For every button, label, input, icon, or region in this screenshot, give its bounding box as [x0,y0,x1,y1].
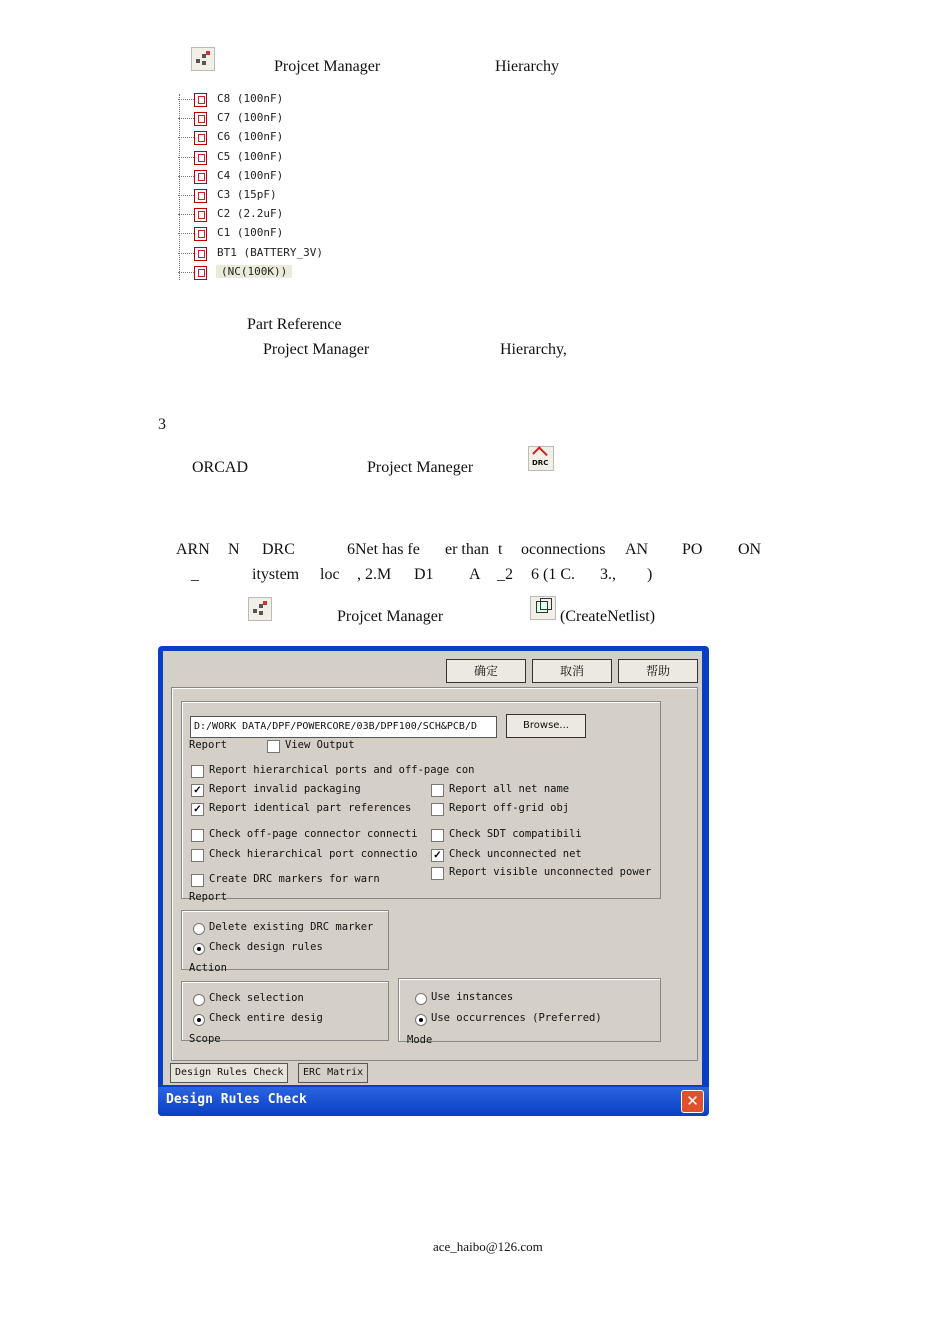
report-label-top: Report [189,739,227,751]
tree-row[interactable] [176,205,336,224]
action-radio-0[interactable] [193,923,205,935]
row1-word: N [228,541,240,558]
report_items_left-label: Report identical part references [209,802,412,814]
tree-row-label: C4 (100nF) [217,168,284,182]
row2-word: 3., [600,566,616,583]
para4-mid: Projcet Manager [337,608,444,625]
mode-radio-1[interactable] [415,1014,427,1026]
part-icon [194,266,207,280]
part-icon [194,227,207,241]
part-icon [194,93,207,107]
mode-option-0: Use instances [431,991,514,1003]
help-button[interactable]: 帮助 [618,659,698,683]
tree-branch-line [178,99,194,100]
row2-word: ) [647,566,653,583]
scope-radio-1[interactable] [193,1014,205,1026]
mode-radio-0[interactable] [415,993,427,1005]
drc-icon[interactable]: DRC [528,446,554,471]
part-icon [194,208,207,222]
tree-branch-line [178,195,194,196]
row2-word: itystem [252,566,300,583]
row1-word: oconnections [521,541,606,558]
create-netlist-icon[interactable] [530,596,556,620]
scope-option-0: Check selection [209,992,304,1004]
tree-row-label: C5 (100nF) [217,149,284,163]
header-right-text: Hierarchy [495,58,559,75]
tab-design-rules-check[interactable]: Design Rules Check [170,1063,288,1083]
report_items_left-label: Check hierarchical port connectio [209,848,418,860]
report_items_right-checkbox[interactable]: ✓ [431,849,444,862]
tree-branch-line [178,253,194,254]
row1-word: AN [625,541,649,558]
cancel-button[interactable]: 取消 [532,659,612,683]
dialog-titlebar [158,1087,709,1116]
project-manager-icon-2[interactable] [248,597,272,621]
tab-erc-matrix[interactable]: ERC Matrix [298,1063,368,1083]
action-radio-1[interactable] [193,943,205,955]
row2-word: , 2.M [357,566,392,583]
report_items_left-checkbox[interactable]: ✓ [191,803,204,816]
tree-row[interactable] [176,244,336,263]
report_items_right-checkbox[interactable] [431,829,444,842]
tree-branch-line [178,214,194,215]
tree-row-label: C1 (100nF) [217,226,284,240]
report_items_right-checkbox[interactable] [431,803,444,816]
action-option-0: Delete existing DRC marker [209,921,374,933]
report_items_right-label: Report all net name [449,783,570,795]
report_items_left-label: Report hierarchical ports and off-page con [209,764,475,776]
row2-word: _2 [497,566,513,583]
row1-word: t [498,541,503,558]
tree-branch-line [178,233,194,234]
report_items_left-label: Check off-page connector connecti [209,828,418,840]
report_items_left-checkbox[interactable]: ✓ [191,784,204,797]
row2-word: 6 (1 C. [531,566,575,583]
tree-row[interactable] [176,128,336,147]
report_items_left-checkbox[interactable] [191,874,204,887]
mode-label: Mode [407,1034,433,1046]
scope-option-1: Check entire desig [209,1012,323,1024]
ok-button[interactable]: 确定 [446,659,526,683]
row1-word: 6Net has fe [347,541,420,558]
report_items_right-checkbox[interactable] [431,867,444,880]
row1-word: DRC [262,541,295,558]
report_items_right-label: Check SDT compatibili [449,828,582,840]
para1-line1: Part Reference [247,316,342,333]
row2-word: _ [191,566,199,583]
scope-group [181,981,389,1041]
hierarchy-tree [176,90,336,282]
header-left-text: Projcet Manager [274,58,381,75]
para1-line2-left: Project Manager [263,341,370,358]
tree-row[interactable] [176,148,336,167]
report_items_right-label: Report off-grid obj [449,802,570,814]
tree-row[interactable] [176,90,336,109]
tree-row-label: C8 (100nF) [217,92,284,105]
tree-branch-line [178,157,194,158]
row2-word: loc [320,566,340,583]
report_items_right-label: Check unconnected net [449,848,582,860]
view-output-label: View Output [285,739,355,751]
tree-row-label: BT1 (BATTERY_3V) [217,245,323,259]
para4-right: (CreateNetlist) [560,608,656,625]
tree-row[interactable] [176,167,336,186]
project-manager-icon[interactable] [191,47,215,71]
row2-word: D1 [414,566,434,583]
report_items_left-checkbox[interactable] [191,765,204,778]
part-icon [194,247,207,261]
para2-mid: Project Maneger [367,459,474,476]
tree-row[interactable] [176,186,336,205]
report-label-bottom: Report [189,891,227,903]
para1-line2-right: Hierarchy, [500,341,567,358]
tree-row[interactable] [176,109,336,128]
tree-branch-line [178,118,194,119]
tree-row-label: (NC(100K)) [216,265,292,278]
drc-dialog [158,646,709,1116]
action-label: Action [189,962,227,974]
part-icon [194,112,207,126]
tree-branch-line [178,176,194,177]
path-input[interactable]: D:/WORK DATA/DPF/POWERCORE/03B/DPF100/SCH&PCB/D [190,716,497,738]
row1-word: er than [445,541,489,558]
tree-row[interactable] [176,263,336,282]
scope-label: Scope [189,1033,221,1045]
report_items_right-label: Report visible unconnected power [449,866,652,878]
tree-row-label: C7 (100nF) [217,111,284,125]
tree-row-label: C3 (15pF) [217,187,277,201]
row1-word: ARN [176,541,210,558]
action-group [181,910,389,970]
section-number: 3 [158,416,166,433]
para2-left: ORCAD [192,459,249,476]
report_items_right-checkbox[interactable] [431,784,444,797]
tree-row-label: C6 (100nF) [217,130,284,144]
tree-row[interactable] [176,224,336,243]
view-output-checkbox[interactable] [267,740,280,753]
scope-radio-0[interactable] [193,994,205,1006]
footer-email: ace_haibo@126.com [433,1239,543,1254]
report_items_left-label: Create DRC markers for warn [209,873,380,885]
mode-option-1: Use occurrences (Preferred) [431,1012,602,1024]
browse-button[interactable]: Browse... [506,714,586,738]
report_items_left-label: Report invalid packaging [209,783,361,795]
part-icon [194,131,207,145]
report_items_left-checkbox[interactable] [191,849,204,862]
tree-row-label: C2 (2.2uF) [217,207,284,221]
mode-group [398,978,661,1042]
tree-branch-line [178,137,194,138]
part-icon [194,151,207,165]
report_items_left-checkbox[interactable] [191,829,204,842]
part-icon [194,189,207,203]
close-icon[interactable]: ✕ [681,1090,704,1113]
row1-word: PO [682,541,703,558]
dialog-body [163,651,702,1085]
part-icon [194,170,207,184]
action-option-1: Check design rules [209,941,323,953]
row1-word: ON [738,541,762,558]
row2-word: A [469,566,481,583]
dialog-title: Design Rules Check [166,1092,307,1107]
tree-branch-line [178,272,194,273]
